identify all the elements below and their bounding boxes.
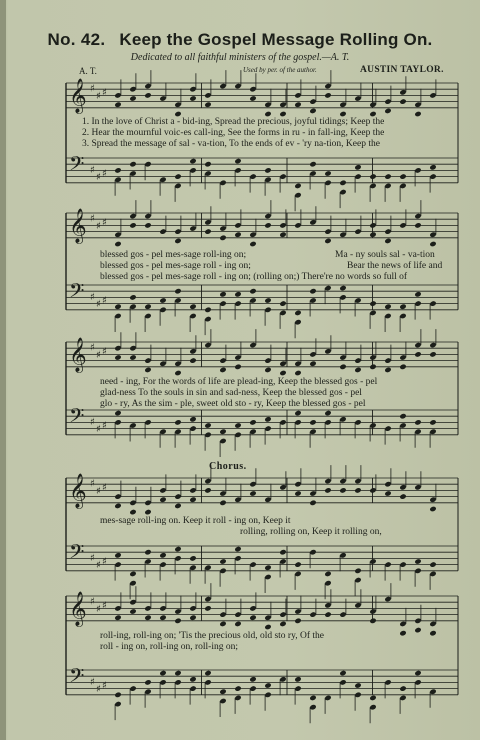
sharp-sign: ♯ (90, 291, 95, 303)
note-head (429, 241, 436, 247)
note-head (204, 487, 211, 493)
note-head (279, 621, 286, 627)
note-head (129, 161, 136, 167)
note-head (249, 95, 256, 101)
note-head (249, 614, 256, 620)
note-head (264, 222, 271, 228)
hymn-title: Keep the Gospel Message Rolling On. (119, 30, 433, 49)
note-head (384, 108, 391, 114)
note-head (339, 487, 346, 493)
note-head (144, 222, 151, 228)
note-head (294, 618, 301, 624)
treble-clef: 𝄞 (69, 78, 87, 114)
dedication: Dedicated to all faithful ministers of the gospel.—A. T. (130, 52, 350, 63)
permission-note: Used by per. of the author. (243, 66, 317, 74)
note-head (279, 370, 286, 376)
note-head (399, 493, 406, 499)
note-head (279, 231, 286, 237)
system5-lyric-2: roll - ing on, roll-ing on, roll-ing on; (100, 642, 239, 652)
sharp-sign: ♯ (96, 91, 101, 103)
note-head (384, 490, 391, 496)
system5-lyric-1: roll-ing, roll-ing on; 'Tis the precious old, old sto ry, Of the (100, 631, 324, 641)
note-head (414, 670, 421, 676)
note-head (114, 614, 121, 620)
note-head (204, 101, 211, 107)
note-head (174, 546, 181, 552)
system3-lyric-2: glad-ness To the souls in sin and sad-ness, Keep the blessed gos - pel (100, 388, 362, 398)
bass-clef: 𝄢 (69, 540, 85, 569)
sharp-sign: ♯ (96, 486, 101, 498)
note-head (174, 618, 181, 624)
note-head (339, 180, 346, 186)
sharp-sign: ♯ (96, 299, 101, 311)
note-head (294, 561, 301, 567)
note-head (369, 364, 376, 370)
note-head (324, 238, 331, 244)
note-head (204, 228, 211, 234)
note-head (429, 419, 436, 425)
note-head (249, 490, 256, 496)
sharp-sign: ♯ (90, 552, 95, 564)
note-head (384, 303, 391, 309)
system2-lyric-3: blessed gos - pel mes-sage roll - ing on; (rolling on;) There're no words so full of (100, 272, 408, 282)
note-head (399, 303, 406, 309)
note-head (174, 503, 181, 509)
sharp-sign: ♯ (90, 478, 95, 490)
note-head (129, 222, 136, 228)
bass-clef: 𝄢 (69, 279, 85, 308)
note-head (294, 183, 301, 189)
treble-clef: 𝄞 (69, 208, 87, 244)
note-head (414, 558, 421, 564)
note-head (174, 670, 181, 676)
note-head (189, 303, 196, 309)
note-head (339, 285, 346, 291)
note-head (189, 95, 196, 101)
note-head (144, 679, 151, 685)
sharp-sign: ♯ (102, 556, 107, 568)
note-head (414, 419, 421, 425)
note-head (369, 300, 376, 306)
note-head (399, 413, 406, 419)
treble-clef: 𝄞 (69, 473, 87, 509)
note-head (204, 161, 211, 167)
note-head (189, 416, 196, 422)
note-head (174, 173, 181, 179)
note-head (429, 630, 436, 636)
note-head (129, 354, 136, 360)
note-head (204, 605, 211, 611)
note-head (249, 676, 256, 682)
note-head (174, 419, 181, 425)
note-head (129, 294, 136, 300)
note-head (114, 410, 121, 416)
sharp-sign: ♯ (90, 676, 95, 688)
bass-clef: 𝄢 (69, 664, 85, 693)
system4-lyric-1: mes-sage roll-ing on. Keep it roll - ing on, Keep it (100, 516, 291, 526)
sharp-sign: ♯ (102, 295, 107, 307)
sharp-sign: ♯ (102, 346, 107, 358)
note-head (294, 370, 301, 376)
note-head (339, 670, 346, 676)
sharp-sign: ♯ (102, 482, 107, 494)
note-head (324, 410, 331, 416)
note-head (309, 360, 316, 366)
note-head (219, 500, 226, 506)
sharp-sign: ♯ (90, 416, 95, 428)
note-head (309, 288, 316, 294)
note-head (294, 490, 301, 496)
note-head (234, 685, 241, 691)
sharp-sign: ♯ (90, 164, 95, 176)
note-head (174, 370, 181, 376)
note-head (144, 549, 151, 555)
note-head (324, 170, 331, 176)
system2-lyric-1: blessed gos - pel mes-sage roll-ing on; (100, 250, 247, 260)
note-head (264, 297, 271, 303)
sharp-sign: ♯ (96, 684, 101, 696)
note-head (369, 173, 376, 179)
note-head (399, 173, 406, 179)
bass-clef: 𝄢 (69, 152, 85, 181)
note-head (114, 503, 121, 509)
sharp-sign: ♯ (102, 217, 107, 229)
note-head (399, 685, 406, 691)
note-head (354, 487, 361, 493)
note-head (414, 291, 421, 297)
note-head (369, 231, 376, 237)
note-head (354, 682, 361, 688)
note-head (159, 297, 166, 303)
sharp-sign: ♯ (102, 680, 107, 692)
note-head (234, 158, 241, 164)
note-head (339, 364, 346, 370)
note-head (234, 422, 241, 428)
note-head (309, 695, 316, 701)
note-head (234, 291, 241, 297)
note-head (189, 496, 196, 502)
note-head (204, 670, 211, 676)
treble-clef: 𝄞 (69, 591, 87, 627)
note-head (429, 351, 436, 357)
sharp-sign: ♯ (96, 221, 101, 233)
note-head (324, 92, 331, 98)
note-head (219, 291, 226, 297)
note-head (309, 108, 316, 114)
note-head (294, 101, 301, 107)
note-head (429, 164, 436, 170)
sharp-sign: ♯ (90, 342, 95, 354)
note-head (399, 364, 406, 370)
note-head (219, 428, 226, 434)
note-head (264, 682, 271, 688)
note-head (174, 288, 181, 294)
note-head (189, 676, 196, 682)
system3-lyric-3: glo - ry, As the sim - ple, sweet old sto - ry, Keep the blessed gos - pel (100, 399, 366, 409)
note-head (384, 367, 391, 373)
note-head (414, 222, 421, 228)
note-head (144, 614, 151, 620)
sharp-sign: ♯ (90, 213, 95, 225)
note-head (234, 231, 241, 237)
note-head (159, 496, 166, 502)
note-head (414, 111, 421, 117)
note-head (114, 241, 121, 247)
note-head (159, 614, 166, 620)
note-head (264, 367, 271, 373)
hymn-number: No. 42. (47, 30, 106, 49)
note-head (279, 549, 286, 555)
sharp-sign: ♯ (96, 424, 101, 436)
note-head (174, 238, 181, 244)
note-head (249, 288, 256, 294)
note-head (189, 158, 196, 164)
sharp-sign: ♯ (96, 604, 101, 616)
system2-lyric-right-2: Bear the news of life and (347, 261, 443, 271)
note-head (369, 695, 376, 701)
sharp-sign: ♯ (102, 600, 107, 612)
verse-3-line: 3. Spread the message of sal - va-tion, To the ends of ev - 'ry na-tion, Keep the (82, 139, 380, 149)
note-head (324, 487, 331, 493)
system2-lyric-right-1: Ma - ny souls sal - va-tion (335, 250, 435, 260)
note-head (189, 614, 196, 620)
note-head (309, 161, 316, 167)
system2-lyric-2: blessed gos - pel mes-sage roll - ing on; (100, 261, 251, 271)
sharp-sign: ♯ (102, 420, 107, 432)
note-head (219, 621, 226, 627)
note-head (219, 558, 226, 564)
note-head (114, 303, 121, 309)
note-head (264, 564, 271, 570)
note-head (204, 307, 211, 313)
note-head (249, 419, 256, 425)
note-head (144, 92, 151, 98)
sharp-sign: ♯ (90, 83, 95, 95)
sharp-sign: ♯ (102, 168, 107, 180)
note-head (324, 571, 331, 577)
note-head (234, 364, 241, 370)
note-head (264, 624, 271, 630)
note-head (384, 173, 391, 179)
note-head (219, 688, 226, 694)
note-head (234, 546, 241, 552)
note-head (129, 571, 136, 577)
note-head (414, 627, 421, 633)
note-head (144, 303, 151, 309)
verse-2-line: 2. Hear the mournful voic-es call-ing, See the forms in ru - in fall-ing, Keep the (82, 128, 385, 138)
note-head (354, 568, 361, 574)
note-head (414, 351, 421, 357)
note-head (354, 367, 361, 373)
note-head (249, 241, 256, 247)
note-head (399, 98, 406, 104)
note-head (129, 509, 136, 515)
note-head (129, 95, 136, 101)
sharp-sign: ♯ (96, 350, 101, 362)
sharp-sign: ♯ (96, 172, 101, 184)
note-head (129, 608, 136, 614)
note-head (294, 310, 301, 316)
composer-name: AUSTIN TAYLOR. (360, 65, 444, 75)
treble-clef: 𝄞 (69, 337, 87, 373)
note-head (324, 611, 331, 617)
note-head (144, 509, 151, 515)
note-head (369, 618, 376, 624)
note-head (294, 676, 301, 682)
note-head (294, 410, 301, 416)
note-head (429, 506, 436, 512)
sharp-sign: ♯ (96, 560, 101, 572)
note-head (234, 621, 241, 627)
note-head (114, 101, 121, 107)
note-head (159, 670, 166, 676)
system4-lyric-2: rolling, rolling on, Keep it rolling on, (240, 527, 382, 537)
note-head (219, 235, 226, 241)
note-head (309, 500, 316, 506)
note-head (279, 300, 286, 306)
note-head (114, 354, 121, 360)
note-head (114, 167, 121, 173)
note-head (114, 552, 121, 558)
note-head (219, 367, 226, 373)
verse-1-line: 1. In the love of Christ a - bid-ing, Spread the precious, joyful tidings; Keep the (82, 117, 385, 127)
note-head (264, 416, 271, 422)
system3-lyric-1: need - ing, For the words of life are plead-ing, Keep the blessed gos - pel (100, 377, 378, 387)
sharp-sign: ♯ (102, 87, 107, 99)
note-head (354, 164, 361, 170)
note-head (309, 419, 316, 425)
note-head (204, 422, 211, 428)
sharp-sign: ♯ (90, 596, 95, 608)
note-head (189, 555, 196, 561)
note-head (429, 561, 436, 567)
lyricist-initials: A. T. (79, 66, 97, 76)
note-head (264, 167, 271, 173)
chorus-label: Chorus. (209, 461, 247, 472)
note-head (144, 367, 151, 373)
note-head (114, 692, 121, 698)
note-head (159, 552, 166, 558)
bass-clef: 𝄢 (69, 404, 85, 433)
note-head (384, 238, 391, 244)
note-head (399, 630, 406, 636)
note-head (189, 357, 196, 363)
